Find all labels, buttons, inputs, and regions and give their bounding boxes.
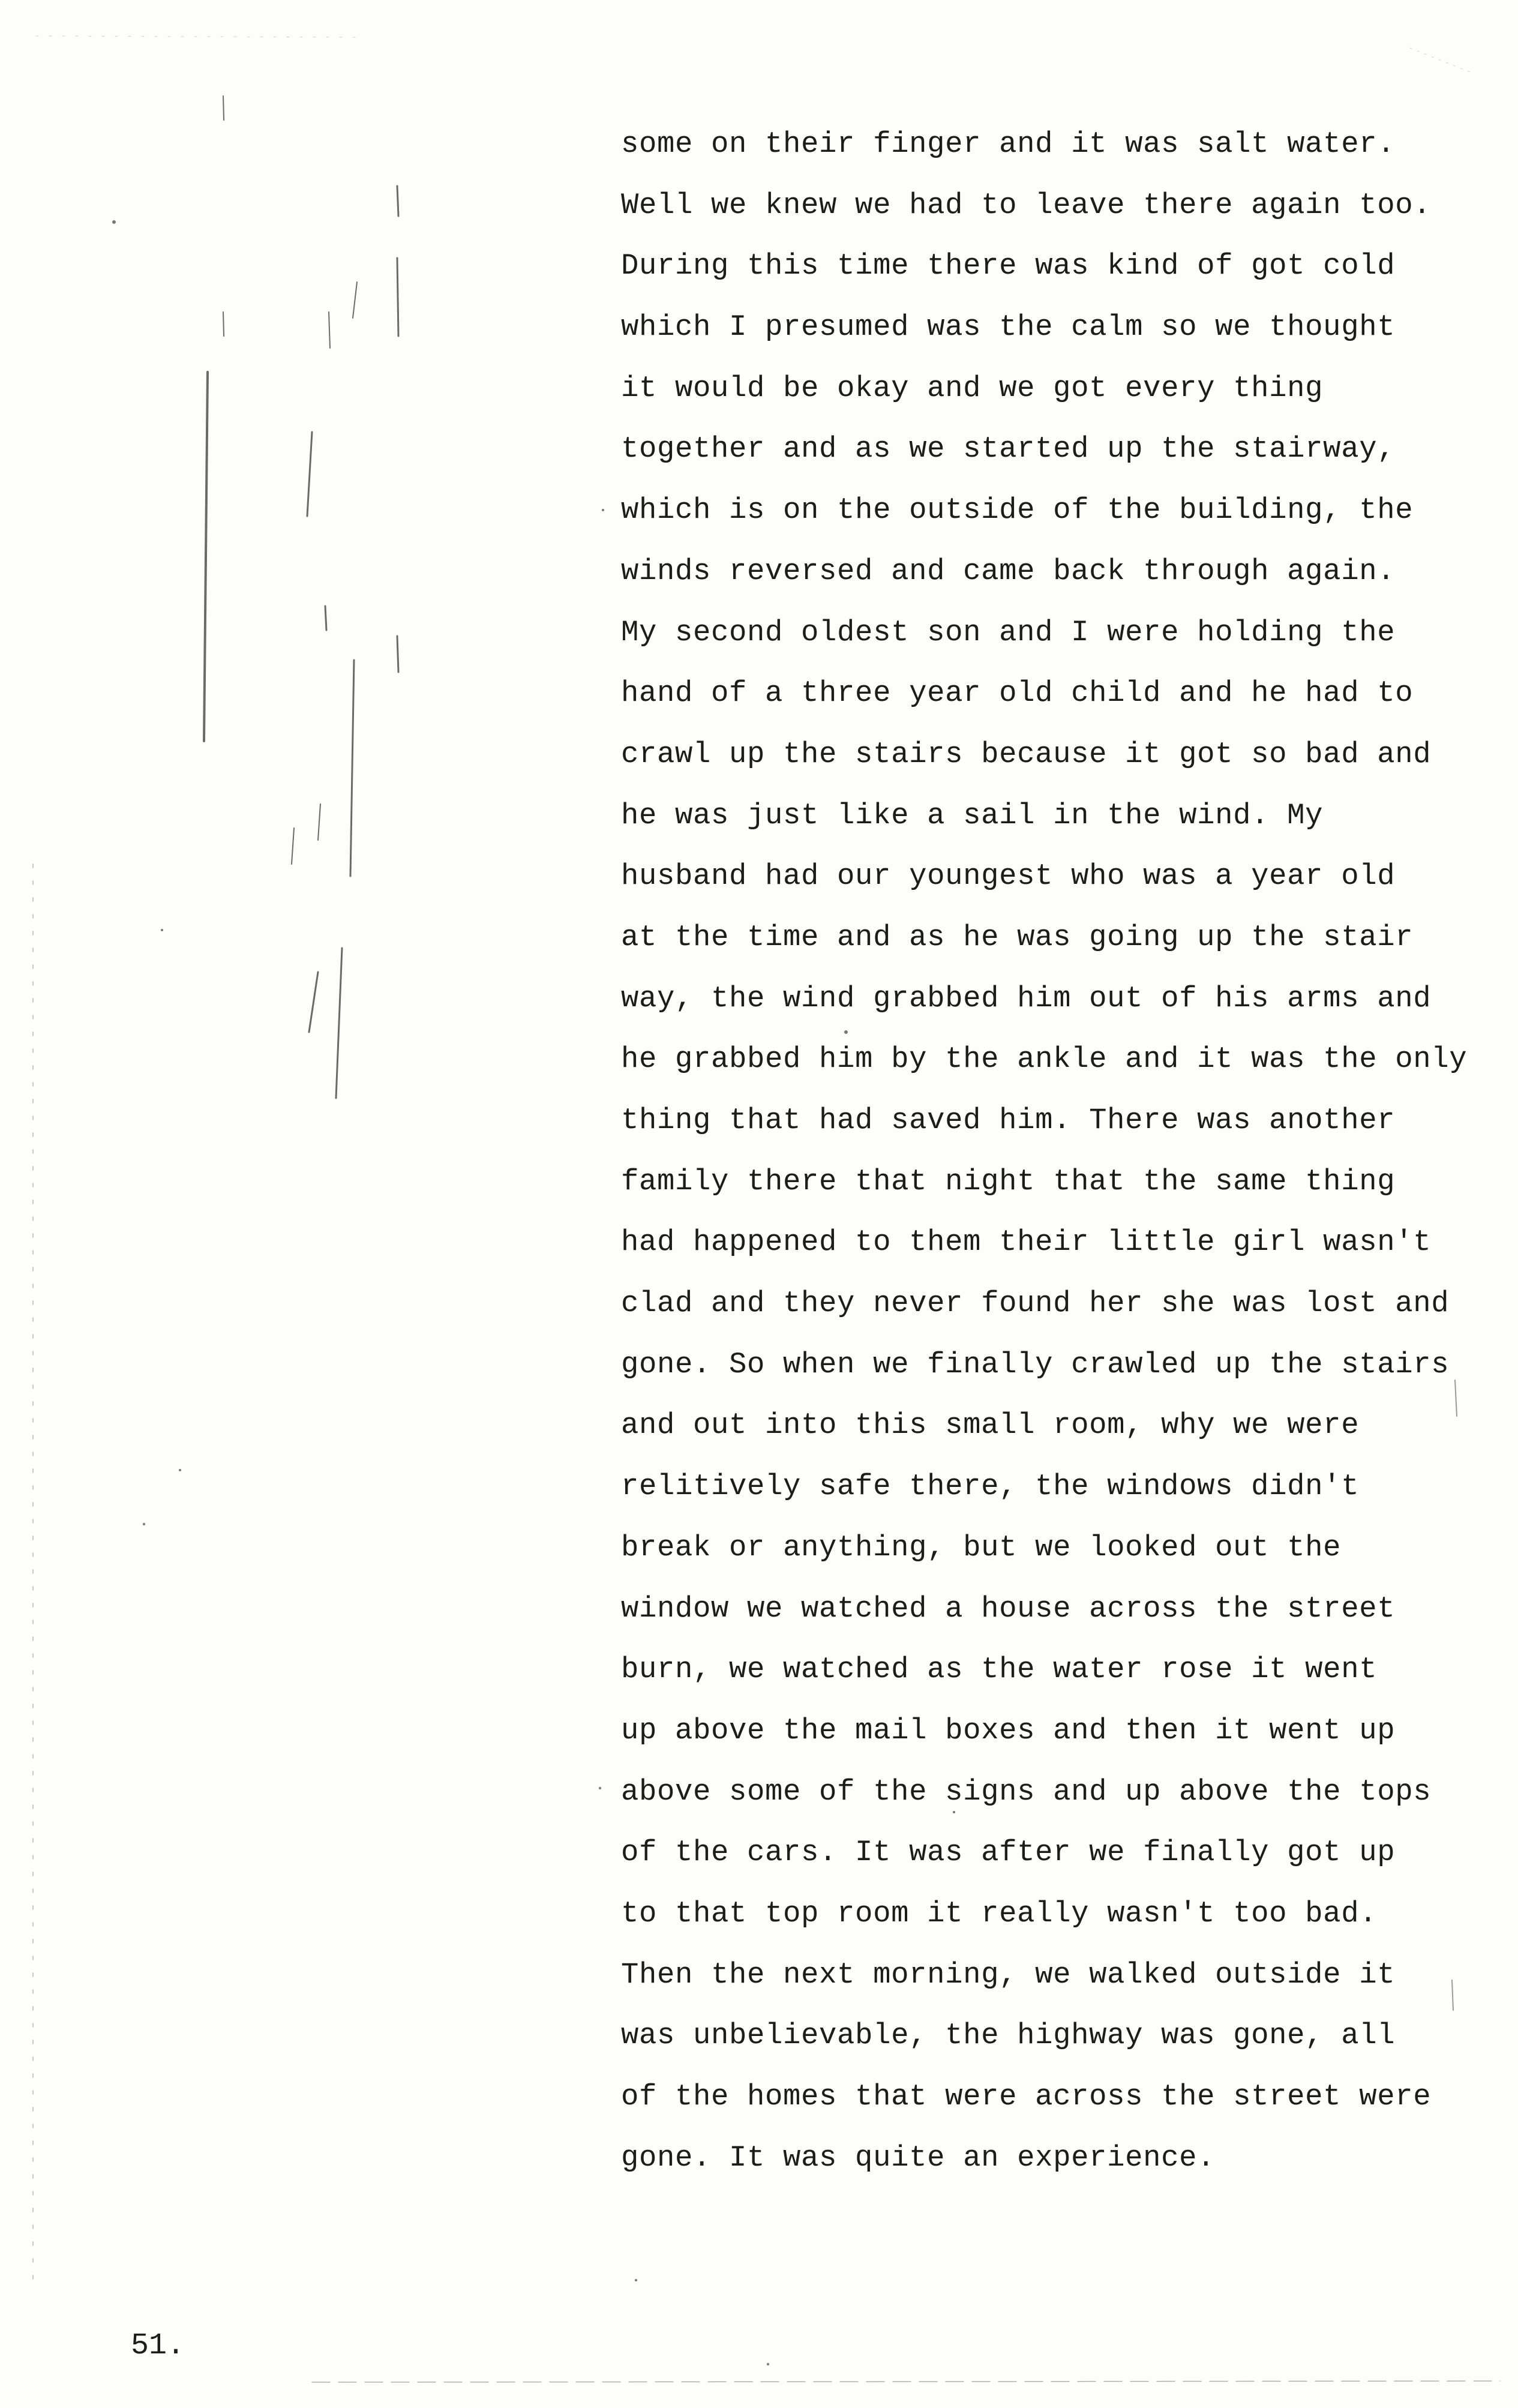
- text-line: Well we knew we had to leave there again too.: [621, 188, 1432, 222]
- text-line: break or anything, but we looked out the: [621, 1530, 1342, 1564]
- typed-text-block: [621, 114, 1468, 2188]
- text-line: together and as we started up the stairway,: [621, 432, 1396, 466]
- text-line: and out into this small room, why we were: [621, 1408, 1360, 1443]
- text-line: he grabbed him by the ankle and it was the only: [621, 1042, 1468, 1076]
- text-line: had happened to them their little girl wasn't: [621, 1225, 1432, 1260]
- text-line: My second oldest son and I were holding the: [621, 615, 1396, 649]
- text-line: gone. So when we finally crawled up the stairs: [621, 1347, 1450, 1381]
- text-line: During this time there was kind of got cold: [621, 249, 1396, 283]
- text-line: relitively safe there, the windows didn't: [621, 1470, 1360, 1504]
- text-line: of the cars. It was after we finally got up: [621, 1836, 1396, 1870]
- text-line: up above the mail boxes and then it went up: [621, 1713, 1396, 1747]
- text-line: clad and they never found her she was lost and: [621, 1287, 1450, 1321]
- text-line: hand of a three year old child and he had to: [621, 676, 1414, 710]
- text-line: at the time and as he was going up the stair: [621, 920, 1414, 954]
- text-line: husband had our youngest who was a year old: [621, 859, 1396, 893]
- text-line: thing that had saved him. There was another: [621, 1103, 1396, 1137]
- text-line: was unbelievable, the highway was gone, all: [621, 2019, 1396, 2053]
- text-line: he was just like a sail in the wind. My: [621, 798, 1324, 832]
- text-line: which I presumed was the calm so we thought: [621, 310, 1396, 344]
- text-line: window we watched a house across the street: [621, 1591, 1396, 1626]
- text-line: way, the wind grabbed him out of his arms and: [621, 981, 1432, 1015]
- text-line: it would be okay and we got every thing: [621, 371, 1324, 405]
- text-line: burn, we watched as the water rose it went: [621, 1653, 1378, 1687]
- text-line: to that top room it really wasn't too bad.: [621, 1896, 1378, 1930]
- text-line: of the homes that were across the street were: [621, 2080, 1432, 2113]
- text-line: some on their finger and it was salt water.: [621, 127, 1396, 161]
- text-line: gone. It was quite an experience.: [621, 2140, 1216, 2175]
- text-line: which is on the outside of the building, the: [621, 493, 1414, 527]
- text-line: crawl up the stairs because it got so bad and: [621, 737, 1432, 771]
- text-line: Then the next morning, we walked outside it: [621, 1957, 1396, 1992]
- text-line: winds reversed and came back through again.: [621, 554, 1396, 588]
- page-number: 51.: [131, 2329, 185, 2363]
- text-line: above some of the signs and up above the tops: [621, 1774, 1432, 1809]
- text-line: family there that night that the same thing: [621, 1164, 1396, 1198]
